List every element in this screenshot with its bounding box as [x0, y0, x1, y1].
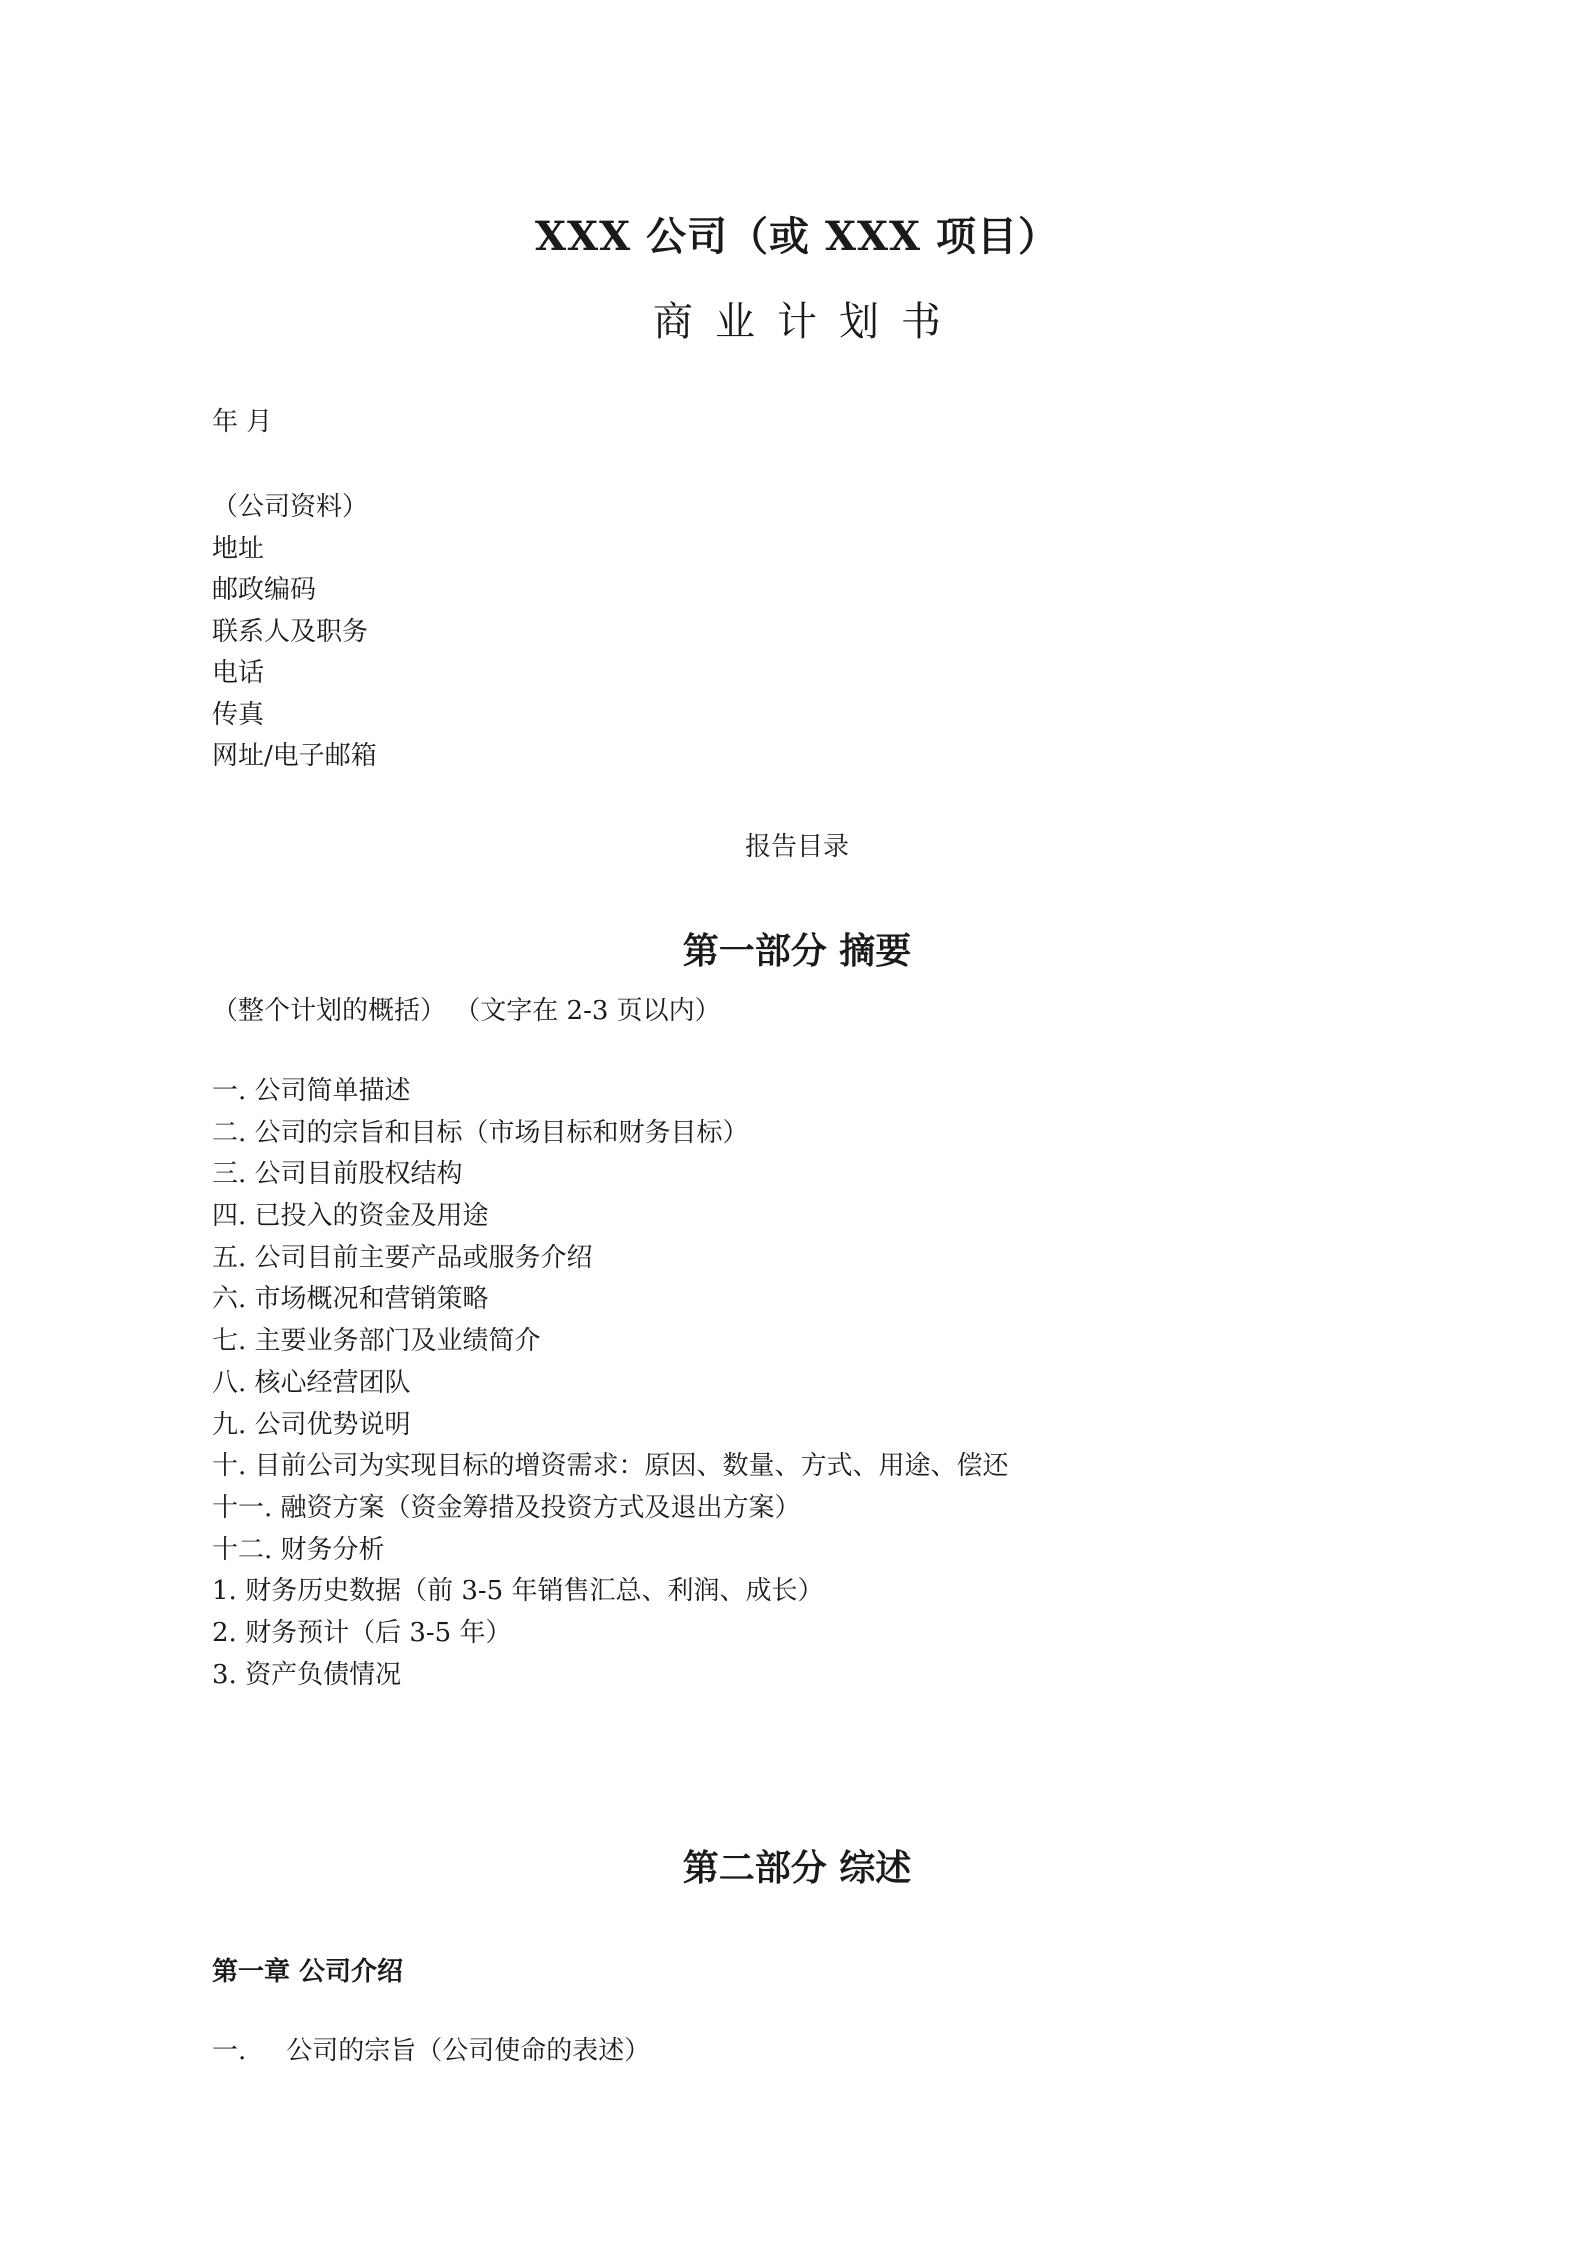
list-item: 十二. 财务分析 — [212, 1534, 385, 1565]
company-info-heading: （公司资料） — [212, 492, 369, 522]
list-item: 五. 公司目前主要产品或服务介绍 — [212, 1242, 593, 1273]
part1-heading: 第一部分 摘要 — [682, 930, 912, 972]
list-item: 一. 公司简单描述 — [212, 1076, 411, 1106]
part2-heading: 第二部分 综述 — [682, 1847, 912, 1889]
item-number: 一. — [212, 2036, 247, 2066]
list-item: 1. 财务历史数据（前 3-5 年销售汇总、利润、成长） — [212, 1576, 824, 1607]
toc-title: 报告目录 — [744, 832, 849, 862]
item-text: 公司的宗旨（公司使命的表述） — [286, 2036, 651, 2066]
part2-first-item — [212, 2035, 650, 2067]
list-item: 七. 主要业务部门及业绩简介 — [212, 1326, 541, 1357]
part1-note: （整个计划的概括） （文字在 2-3 页以内） — [212, 996, 721, 1026]
list-item: 十. 目前公司为实现目标的增资需求：原因、数量、方式、用途、偿还 — [212, 1451, 1009, 1482]
list-item: 六. 市场概况和营销策略 — [212, 1284, 489, 1315]
field-phone: 电话 — [212, 658, 265, 688]
document-subtitle: 商业计划书 — [653, 299, 963, 345]
list-item: 九. 公司优势说明 — [212, 1409, 411, 1440]
list-item: 3. 资产负债情况 — [212, 1659, 402, 1690]
field-fax: 传真 — [212, 699, 265, 730]
list-item: 十一. 融资方案（资金筹措及投资方式及退出方案） — [212, 1492, 801, 1523]
list-item: 三. 公司目前股权结构 — [212, 1159, 463, 1190]
list-item: 2. 财务预计（后 3-5 年） — [212, 1617, 512, 1648]
chapter-heading: 第一章 公司介绍 — [212, 1957, 404, 1987]
list-item: 八. 核心经营团队 — [212, 1367, 411, 1398]
date-line: 年 月 — [212, 407, 273, 437]
field-website-email: 网址/电子邮箱 — [212, 741, 377, 771]
part1-list — [212, 1071, 1009, 1696]
field-contact: 联系人及职务 — [212, 616, 369, 647]
company-info-block — [212, 487, 377, 778]
document-title: XXX 公司（或 XXX 项目） — [535, 213, 1059, 260]
field-postal-code: 邮政编码 — [212, 575, 317, 605]
list-item: 四. 已投入的资金及用途 — [212, 1201, 489, 1232]
list-item: 二. 公司的宗旨和目标（市场目标和财务目标） — [212, 1117, 749, 1148]
field-address: 地址 — [212, 533, 265, 564]
